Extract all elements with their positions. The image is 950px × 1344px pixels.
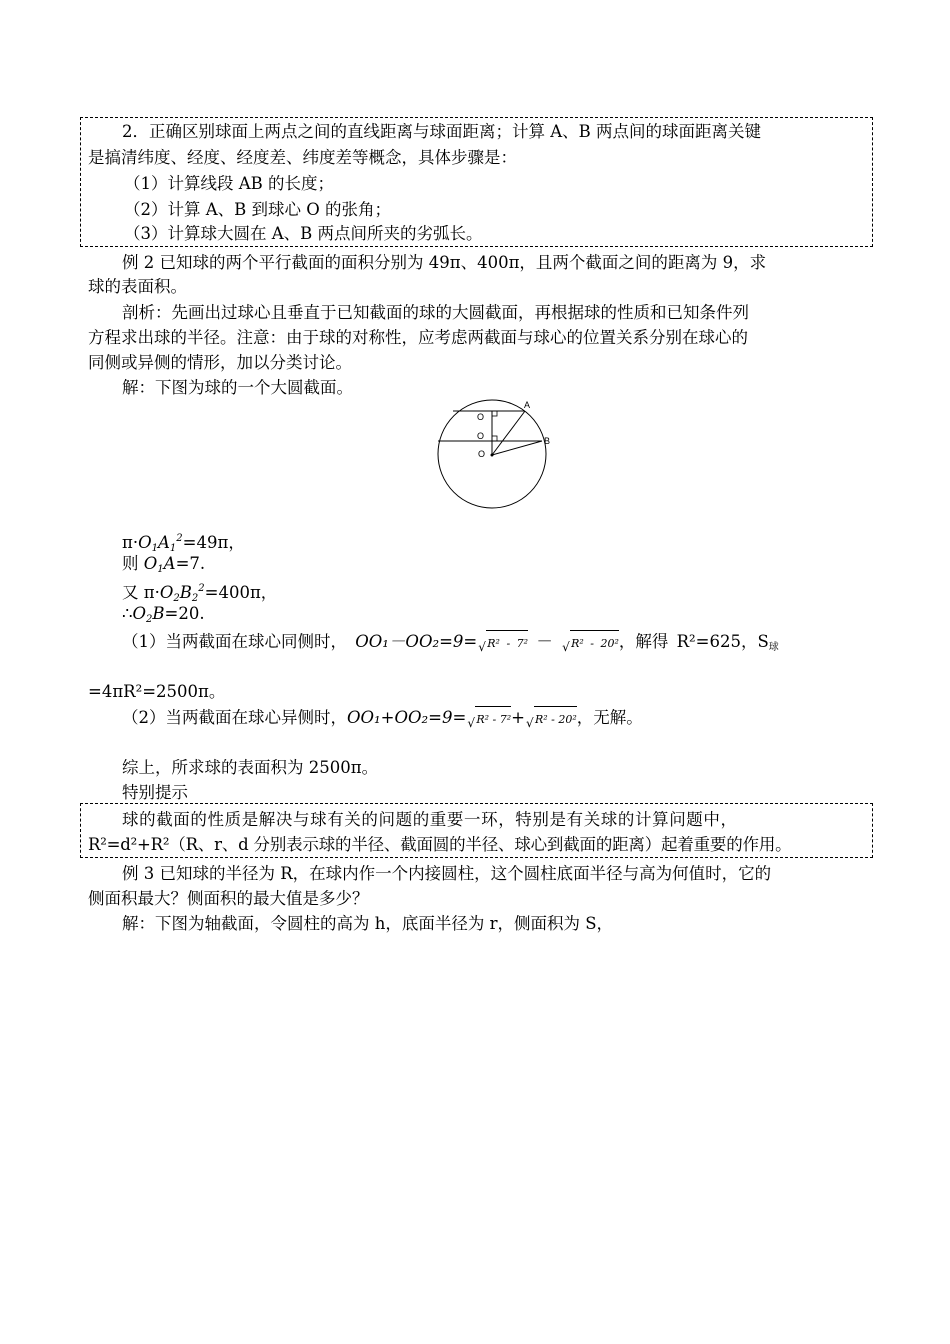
- case1-result-sub: 球: [768, 642, 779, 653]
- case1-minus: －: [536, 632, 553, 651]
- case1-equation: OO₁－OO₂=9=: [355, 632, 478, 651]
- calc-line-1-post: =49π，: [182, 533, 245, 552]
- great-circle-figure: [430, 398, 570, 518]
- example3-solution-intro: 解：下图为轴截面，令圆柱的高为 h，底面半径为 r，侧面积为 S，: [122, 914, 614, 933]
- box1-step-2: （2）计算 A、B 到球心 O 的张角；: [124, 200, 392, 219]
- label-B: B: [544, 436, 551, 446]
- sqrt-term-3: √ R² - 7²: [466, 709, 511, 731]
- case2-result: ，无解。: [576, 708, 643, 727]
- calc-line-3-post: =400π，: [204, 583, 278, 602]
- sqrt-term-4-body: R² - 20²: [534, 713, 577, 726]
- calc-line-2-post: =7.: [175, 554, 206, 573]
- example3-question-line-1: 例 3 已知球的半径为 R，在球内作一个内接圆柱，这个圆柱底面半径与高为何值时，它的: [122, 864, 772, 883]
- case1-line-2: =4πR²=2500π。: [88, 682, 226, 701]
- calc-line-4-pre: ∴: [122, 604, 133, 623]
- label-O2: O: [477, 431, 485, 441]
- example2-solution-intro: 解：下图为球的一个大圆截面。: [122, 378, 353, 397]
- summary-line: 综上，所求球的表面积为 2500π。: [122, 758, 379, 777]
- center-point: [491, 454, 494, 457]
- right-angle-mark-lower: [492, 436, 497, 441]
- calc-line-4-var: $O_2B$: [132, 604, 165, 625]
- box2-line-1: 球的截面的性质是解决与球有关的问题的重要一环，特别是有关球的计算问题中，: [122, 810, 738, 829]
- case2-text: （2）当两截面在球心异侧时，: [122, 708, 347, 727]
- case2-line: [122, 707, 643, 731]
- sqrt-term-1: √ R² - 7²: [477, 633, 528, 655]
- right-angle-mark-upper: [492, 411, 497, 416]
- calc-line-3-var: $O_2B_2^2$: [159, 583, 205, 604]
- tip-title: 特别提示: [122, 783, 188, 802]
- case1-line: [122, 631, 779, 659]
- example2-analysis-line-1: 剖析：先画出过球心且垂直于已知截面的球的大圆截面，再根据球的性质和已知条件列: [122, 303, 749, 322]
- label-O1: O: [477, 412, 485, 422]
- sqrt-term-3-body: R² - 7²: [476, 713, 512, 726]
- sqrt-term-1-body: R² - 7²: [487, 637, 529, 650]
- calc-line-1-pre: π·: [122, 533, 139, 552]
- calc-line-2-var: $O_1A$: [143, 554, 176, 575]
- box1-line-2: 是搞清纬度、经度、经度差、纬度差等概念，具体步骤是：: [88, 148, 517, 167]
- calc-line-4: [122, 603, 205, 631]
- sqrt-term-2: √ R² - 20²: [561, 633, 619, 655]
- sqrt-term-4: √ R² - 20²: [525, 709, 577, 731]
- label-O: O: [478, 449, 486, 459]
- calc-line-2: [122, 553, 205, 581]
- box1-step-3: （3）计算球大圆在 A、B 两点间所夹的劣弧长。: [124, 224, 483, 243]
- calc-line-4-post: =20.: [164, 604, 205, 623]
- radius-OA: [492, 411, 525, 455]
- calc-line-2-pre: 则: [122, 554, 144, 573]
- example2-question-line-1: 例 2 已知球的两个平行截面的面积分别为 49π、400π，且两个截面之间的距离为 9，求: [122, 253, 767, 272]
- box1-step-1: （1）计算线段 AB 的长度；: [124, 174, 335, 193]
- case1-text: （1）当两截面在球心同侧时，: [122, 632, 347, 651]
- example2-question-line-2: 球的表面积。: [88, 277, 187, 296]
- case1-result: ，解得 R²=625，S: [618, 632, 769, 651]
- calc-line-3-pre: 又 π·: [122, 583, 160, 602]
- radius-OB: [492, 441, 542, 455]
- case2-equation: OO₁+OO₂=9=: [347, 708, 467, 727]
- example2-analysis-line-2: 方程求出球的半径。注意：由于球的对称性，应考虑两截面与球心的位置关系分别在球心的: [88, 328, 748, 347]
- box2-line-2: R²=d²+R²（R、r、d 分别表示球的半径、截面圆的半径、球心到截面的距离）起着重要的作用。: [88, 835, 792, 854]
- calc-line-1-var: $O_1A_1^2$: [138, 533, 183, 554]
- case2-plus: +: [511, 708, 525, 727]
- example3-question-line-2: 侧面积最大？侧面积的最大值是多少？: [88, 889, 369, 908]
- label-A: A: [524, 400, 531, 410]
- example2-analysis-line-3: 同侧或异侧的情形，加以分类讨论。: [88, 353, 352, 372]
- box1-line-1: 2．正确区别球面上两点之间的直线距离与球面距离；计算 A、B 两点间的球面距离关键: [122, 122, 762, 141]
- sqrt-term-2-body: R² - 20²: [571, 637, 619, 650]
